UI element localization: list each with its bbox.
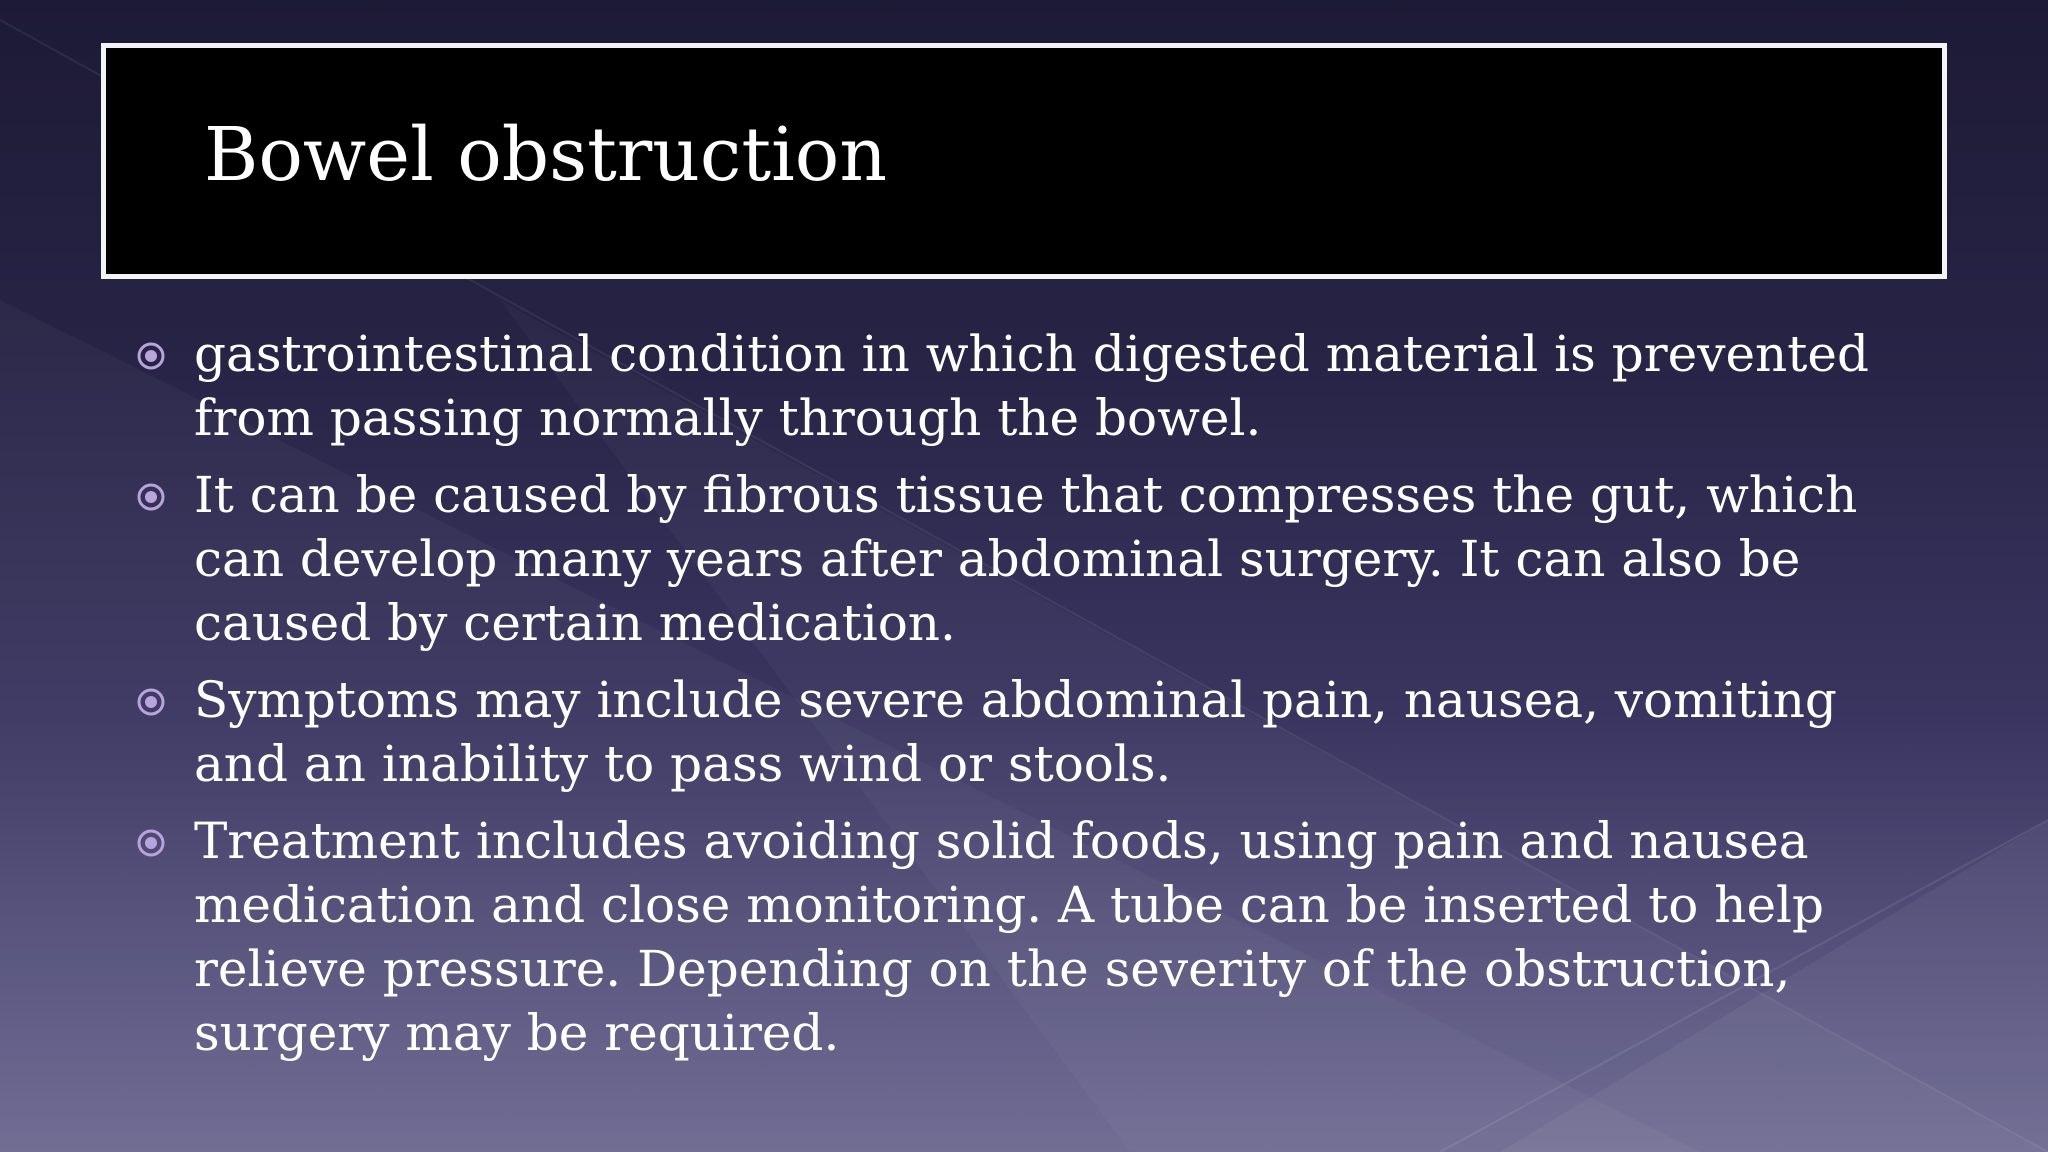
bullet-list [130, 322, 1910, 1078]
bullet-text: Treatment includes avoiding solid foods, using pain and nausea medication and close monitoring. A tube can be inserted to help relieve pressure. Depending on the severity of the obstruction, surgery may be required. [194, 812, 1825, 1062]
circle-dot-bullet-icon [136, 828, 166, 858]
circle-dot-bullet-icon [136, 341, 166, 371]
bullet-text: gastrointestinal condition in which digested material is prevented from passing normally through the bowel. [194, 325, 1869, 447]
slide-title: Bowel obstruction [204, 112, 887, 198]
bullet-text: It can be caused by fibrous tissue that compresses the gut, which can develop many years after abdominal surgery. It can also be caused by certain medication. [194, 466, 1858, 652]
circle-dot-bullet-icon [136, 482, 166, 512]
bullet-item [130, 463, 1910, 655]
bullet-item [130, 668, 1910, 796]
slide-title-box [101, 43, 1947, 279]
circle-dot-bullet-icon [136, 687, 166, 717]
bullet-text: Symptoms may include severe abdominal pain, nausea, vomiting and an inability to pass wind or stools. [194, 671, 1837, 793]
bullet-item [130, 322, 1910, 450]
bullet-item [130, 809, 1910, 1065]
